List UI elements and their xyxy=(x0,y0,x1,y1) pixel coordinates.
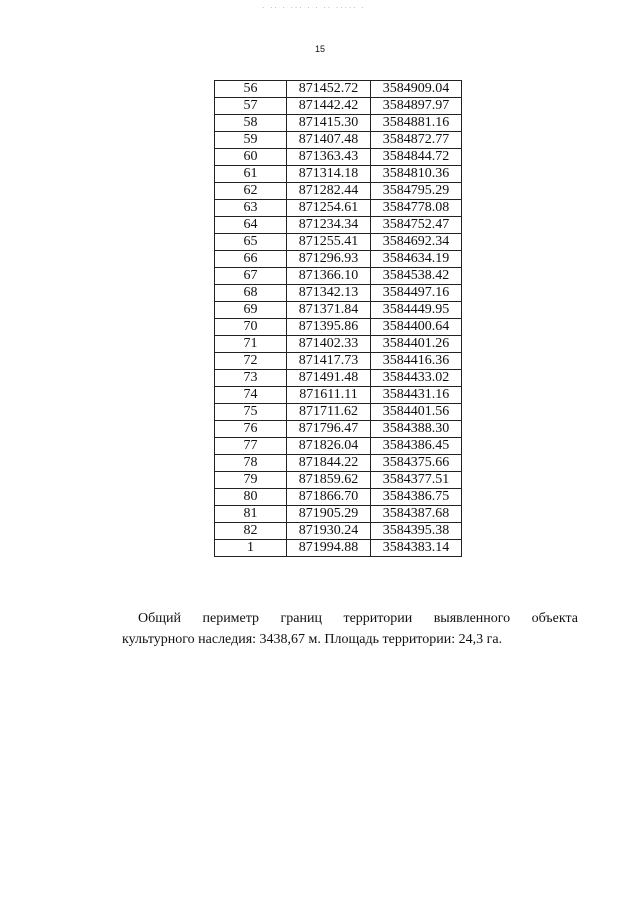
y-coordinate-cell: 3584634.19 xyxy=(371,251,462,268)
table-row xyxy=(215,540,462,557)
table-row xyxy=(215,506,462,523)
point-number-cell: 66 xyxy=(215,251,287,268)
x-coordinate-cell: 871826.04 xyxy=(287,438,371,455)
point-number-cell: 57 xyxy=(215,98,287,115)
y-coordinate-cell: 3584386.45 xyxy=(371,438,462,455)
table-row xyxy=(215,472,462,489)
x-coordinate-cell: 871994.88 xyxy=(287,540,371,557)
point-number-cell: 59 xyxy=(215,132,287,149)
x-coordinate-cell: 871234.34 xyxy=(287,217,371,234)
y-coordinate-cell: 3584400.64 xyxy=(371,319,462,336)
y-coordinate-cell: 3584416.36 xyxy=(371,353,462,370)
point-number-cell: 70 xyxy=(215,319,287,336)
x-coordinate-cell: 871930.24 xyxy=(287,523,371,540)
y-coordinate-cell: 3584388.30 xyxy=(371,421,462,438)
y-coordinate-cell: 3584383.14 xyxy=(371,540,462,557)
x-coordinate-cell: 871254.61 xyxy=(287,200,371,217)
x-coordinate-cell: 871282.44 xyxy=(287,183,371,200)
y-coordinate-cell: 3584872.77 xyxy=(371,132,462,149)
y-coordinate-cell: 3584897.97 xyxy=(371,98,462,115)
x-coordinate-cell: 871363.43 xyxy=(287,149,371,166)
coordinates-table-body xyxy=(215,81,462,557)
point-number-cell: 65 xyxy=(215,234,287,251)
y-coordinate-cell: 3584449.95 xyxy=(371,302,462,319)
table-row xyxy=(215,132,462,149)
x-coordinate-cell: 871415.30 xyxy=(287,115,371,132)
point-number-cell: 71 xyxy=(215,336,287,353)
y-coordinate-cell: 3584387.68 xyxy=(371,506,462,523)
x-coordinate-cell: 871452.72 xyxy=(287,81,371,98)
y-coordinate-cell: 3584375.66 xyxy=(371,455,462,472)
table-row xyxy=(215,353,462,370)
point-number-cell: 73 xyxy=(215,370,287,387)
x-coordinate-cell: 871296.93 xyxy=(287,251,371,268)
x-coordinate-cell: 871417.73 xyxy=(287,353,371,370)
y-coordinate-cell: 3584881.16 xyxy=(371,115,462,132)
y-coordinate-cell: 3584433.02 xyxy=(371,370,462,387)
table-row xyxy=(215,387,462,404)
point-number-cell: 77 xyxy=(215,438,287,455)
y-coordinate-cell: 3584401.56 xyxy=(371,404,462,421)
x-coordinate-cell: 871366.10 xyxy=(287,268,371,285)
y-coordinate-cell: 3584752.47 xyxy=(371,217,462,234)
point-number-cell: 80 xyxy=(215,489,287,506)
point-number-cell: 56 xyxy=(215,81,287,98)
point-number-cell: 79 xyxy=(215,472,287,489)
x-coordinate-cell: 871611.11 xyxy=(287,387,371,404)
table-row xyxy=(215,183,462,200)
point-number-cell: 68 xyxy=(215,285,287,302)
x-coordinate-cell: 871866.70 xyxy=(287,489,371,506)
table-row xyxy=(215,200,462,217)
x-coordinate-cell: 871491.48 xyxy=(287,370,371,387)
table-row xyxy=(215,98,462,115)
x-coordinate-cell: 871796.47 xyxy=(287,421,371,438)
x-coordinate-cell: 871711.62 xyxy=(287,404,371,421)
point-number-cell: 60 xyxy=(215,149,287,166)
table-row xyxy=(215,302,462,319)
point-number-cell: 76 xyxy=(215,421,287,438)
table-row xyxy=(215,489,462,506)
table-row xyxy=(215,336,462,353)
table-row xyxy=(215,166,462,183)
point-number-cell: 81 xyxy=(215,506,287,523)
point-number-cell: 69 xyxy=(215,302,287,319)
point-number-cell: 1 xyxy=(215,540,287,557)
table-row xyxy=(215,523,462,540)
table-row xyxy=(215,149,462,166)
y-coordinate-cell: 3584401.26 xyxy=(371,336,462,353)
table-row xyxy=(215,370,462,387)
x-coordinate-cell: 871314.18 xyxy=(287,166,371,183)
y-coordinate-cell: 3584692.34 xyxy=(371,234,462,251)
x-coordinate-cell: 871407.48 xyxy=(287,132,371,149)
point-number-cell: 74 xyxy=(215,387,287,404)
y-coordinate-cell: 3584778.08 xyxy=(371,200,462,217)
table-row xyxy=(215,438,462,455)
x-coordinate-cell: 871371.84 xyxy=(287,302,371,319)
scan-artifact: · ·· · ··· · · ·· ····· · xyxy=(262,4,366,12)
page-number: 15 xyxy=(314,44,325,54)
point-number-cell: 63 xyxy=(215,200,287,217)
x-coordinate-cell: 871255.41 xyxy=(287,234,371,251)
summary-line-2: культурного наследия: 3438,67 м. Площадь территории: 24,3 га. xyxy=(122,632,503,647)
summary-paragraph xyxy=(122,608,578,650)
summary-line-1: Общий периметр границ территории выявленного объекта xyxy=(138,611,578,626)
table-row xyxy=(215,421,462,438)
y-coordinate-cell: 3584538.42 xyxy=(371,268,462,285)
table-row xyxy=(215,81,462,98)
point-number-cell: 78 xyxy=(215,455,287,472)
table-row xyxy=(215,319,462,336)
table-row xyxy=(215,285,462,302)
y-coordinate-cell: 3584395.38 xyxy=(371,523,462,540)
y-coordinate-cell: 3584810.36 xyxy=(371,166,462,183)
point-number-cell: 62 xyxy=(215,183,287,200)
y-coordinate-cell: 3584431.16 xyxy=(371,387,462,404)
x-coordinate-cell: 871442.42 xyxy=(287,98,371,115)
point-number-cell: 67 xyxy=(215,268,287,285)
x-coordinate-cell: 871859.62 xyxy=(287,472,371,489)
x-coordinate-cell: 871395.86 xyxy=(287,319,371,336)
y-coordinate-cell: 3584386.75 xyxy=(371,489,462,506)
table-row xyxy=(215,115,462,132)
point-number-cell: 72 xyxy=(215,353,287,370)
point-number-cell: 75 xyxy=(215,404,287,421)
point-number-cell: 58 xyxy=(215,115,287,132)
x-coordinate-cell: 871844.22 xyxy=(287,455,371,472)
table-row xyxy=(215,404,462,421)
y-coordinate-cell: 3584844.72 xyxy=(371,149,462,166)
x-coordinate-cell: 871342.13 xyxy=(287,285,371,302)
y-coordinate-cell: 3584795.29 xyxy=(371,183,462,200)
y-coordinate-cell: 3584377.51 xyxy=(371,472,462,489)
point-number-cell: 64 xyxy=(215,217,287,234)
table-row xyxy=(215,268,462,285)
table-row xyxy=(215,217,462,234)
point-number-cell: 82 xyxy=(215,523,287,540)
table-row xyxy=(215,455,462,472)
table-row xyxy=(215,251,462,268)
y-coordinate-cell: 3584909.04 xyxy=(371,81,462,98)
x-coordinate-cell: 871905.29 xyxy=(287,506,371,523)
point-number-cell: 61 xyxy=(215,166,287,183)
coordinates-table xyxy=(214,80,462,557)
table-row xyxy=(215,234,462,251)
x-coordinate-cell: 871402.33 xyxy=(287,336,371,353)
y-coordinate-cell: 3584497.16 xyxy=(371,285,462,302)
